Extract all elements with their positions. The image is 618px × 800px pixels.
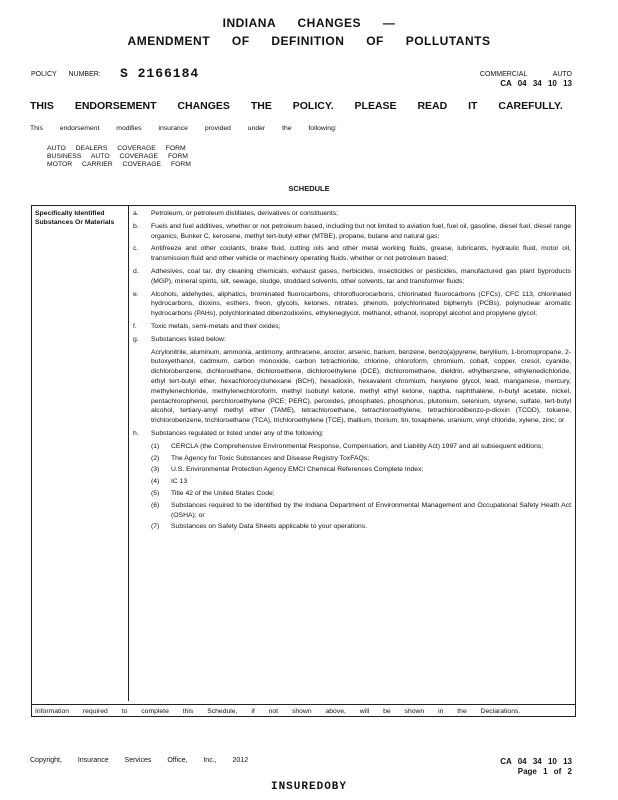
copyright-notice: Copyright, Insurance Services Office, Inc., 2012 — [30, 757, 249, 764]
insured-copy-mark: INSUREDOBY — [270, 781, 347, 793]
footer-form-number — [500, 757, 572, 777]
schedule-info-line: Information required to complete this Schedule, if not shown above, will be shown in the Declarations. — [32, 704, 575, 718]
intro-text: This endorsement modifies insurance provided under the following: — [30, 125, 337, 132]
policy-number: S 2166184 — [120, 66, 200, 81]
regulation-item: (4) IC 13 — [151, 478, 188, 486]
regulation-item: (3) U.S. Environmental Protection Agency EMCI Chemical References Complete Index; — [151, 466, 424, 474]
policy-number-label: POLICY NUMBER: — [31, 71, 101, 78]
regulation-item: (1) CERCLA (the Comprehensive Environmental Response, Compensation, and Liability Act) 1997 and all subsequent editions; — [151, 442, 544, 450]
schedule-left-column — [32, 206, 129, 701]
schedule-table — [31, 205, 576, 717]
coverage-form: MOTOR CARRIER COVERAGE FORM — [47, 161, 191, 168]
schedule-item: d. Adhesives, coal tar, dry cleaning chemicals, exhaust gases, herbicides, insecticides or pesticides, manufactured gas plant byproducts (MGP), mineral spirits, silt, sewage, sludge, stoddard solvents, other solvents, tar and transformer fluids; — [133, 267, 571, 285]
schedule-item: b. Fuels and fuel additives, whether or not petroleum based, including but not limited to aviation fuel, fuel oil, gasoline, diesel fuel, diesel range organics, Bunker C, kerosene, methyl tert-butyl ether (MTBE), propane, butane and natural gas; — [133, 222, 571, 240]
schedule-item: a. Petroleum, or petroleum distillates, derivatives or constituents; — [133, 210, 338, 217]
coverage-form: BUSINESS AUTO COVERAGE FORM — [47, 153, 188, 160]
footer-form-id: CA 04 34 10 13 — [500, 757, 572, 766]
schedule-item: c. Antifreeze and other coolants, brake fluid, cutting oils and other metal working fluids, grease, lubricants, hydraulic fluid, motor oil, transmission fluid and other vehicle or machinery operating fluids, whether or not petroleum based; — [133, 245, 571, 263]
regulation-item: (2) The Agency for Toxic Substances and Disease Registry ToxFAQs; — [151, 454, 370, 462]
regulation-item: (5) Title 42 of the United States Code; — [151, 489, 275, 497]
schedule-item: e. Alcohols, aldehydes, aliphatics, brominated fluorocarbons, chlorofluorocarbons, chlorinated fluorocarbons (CFCs), CFC 113, chlorinated hydrocarbons, dioxins, esthers, freon, glycols, ketones, nitrates, phenols, polychlorinated biphenyls (PCBs), polynuclear aromatic hydrocarbons (PAHs), polychlorinated dibenzodioxins, ethyleneglycol, methanol, ethanol, isopropyl alcohol and propylene glycol; — [133, 290, 571, 318]
schedule-item: g. Substances listed below: — [133, 335, 226, 343]
regulation-item: (7) Substances on Safety Data Sheets applicable to your operations. — [151, 523, 368, 531]
page-indicator: Page 1 of 2 — [517, 767, 572, 776]
form-number-header — [480, 70, 572, 88]
regulation-list — [133, 442, 571, 532]
title-line-2: AMENDMENT OF DEFINITION OF POLLUTANTS — [127, 34, 491, 48]
schedule-item: h. Substances regulated or listed under any of the following: — [133, 429, 324, 437]
form-number: CA 04 34 10 13 — [500, 79, 572, 88]
coverage-forms-list — [47, 145, 191, 169]
substances-label: Specifically Identified Substances Or Materials — [35, 210, 115, 226]
schedule-item: f. Toxic metals, semi-metals and their oxides; — [133, 322, 281, 330]
coverage-form: AUTO DEALERS COVERAGE FORM — [47, 145, 186, 152]
title-line-1: INDIANA CHANGES — — [222, 16, 396, 30]
substances-list: Acrylonitrile, aluminum, ammonia, antimony, anthracene, aroclor, arsenic, barium, benzene, benzo(a)pyrene, beryllium, 1-bromopropane, 2-butoxyethanol, cadmium, carbon monoxide, carbon tetrachloride, chlorine, chloroform, chromium, cobalt, copper, cresol, cyanide, dichlorobenzene, dichloroethane, dichloroethene, dichloroethylene (DCE), dichloromethane, dieldrin, ethylbenzene, ethylenedichloride, ethyl tert-butyl ether, hexachlorocyclohexane (BCH), hexadioxin, hexavalent chromium, hexylene glycol, lead, manganese, mercury, methylenechloride, methylenechloroform, methyl isobutyl ketone, methyl ethyl ketone, naptha, naphthalene, n-butyl acetate, nickel, pentachlorophenol, perchloroethylene (PCE; PERC), peroxides, phosphates, phosphorus, plutonium, selenium, styrene, sulfate, tert-butyl alcohol, tertiary-amyl methyl ether (TAME), tetrachloroethane, tetrachloroethylene, tetrachlorodibenzo-p-dioxin (TCDD), toluene, trichlorobenzene, trichloroethane (TCA), trichloroethylene (TCE), thallium, thorium, tin, toxaphene, uranium, vinyl chloride, xylene, zinc; or — [151, 348, 571, 425]
schedule-heading: SCHEDULE — [288, 184, 330, 193]
endorsement-notice: THIS ENDORSEMENT CHANGES THE POLICY. PLEASE READ IT CAREFULLY. — [30, 100, 563, 112]
line-of-business: COMMERCIAL AUTO — [479, 71, 572, 78]
regulation-item: (6) Substances required to be identified by the Indiana Department of Environmental Management and Occupational Safety Heath Act (OSHA); or — [151, 501, 571, 519]
schedule-items — [133, 209, 571, 534]
